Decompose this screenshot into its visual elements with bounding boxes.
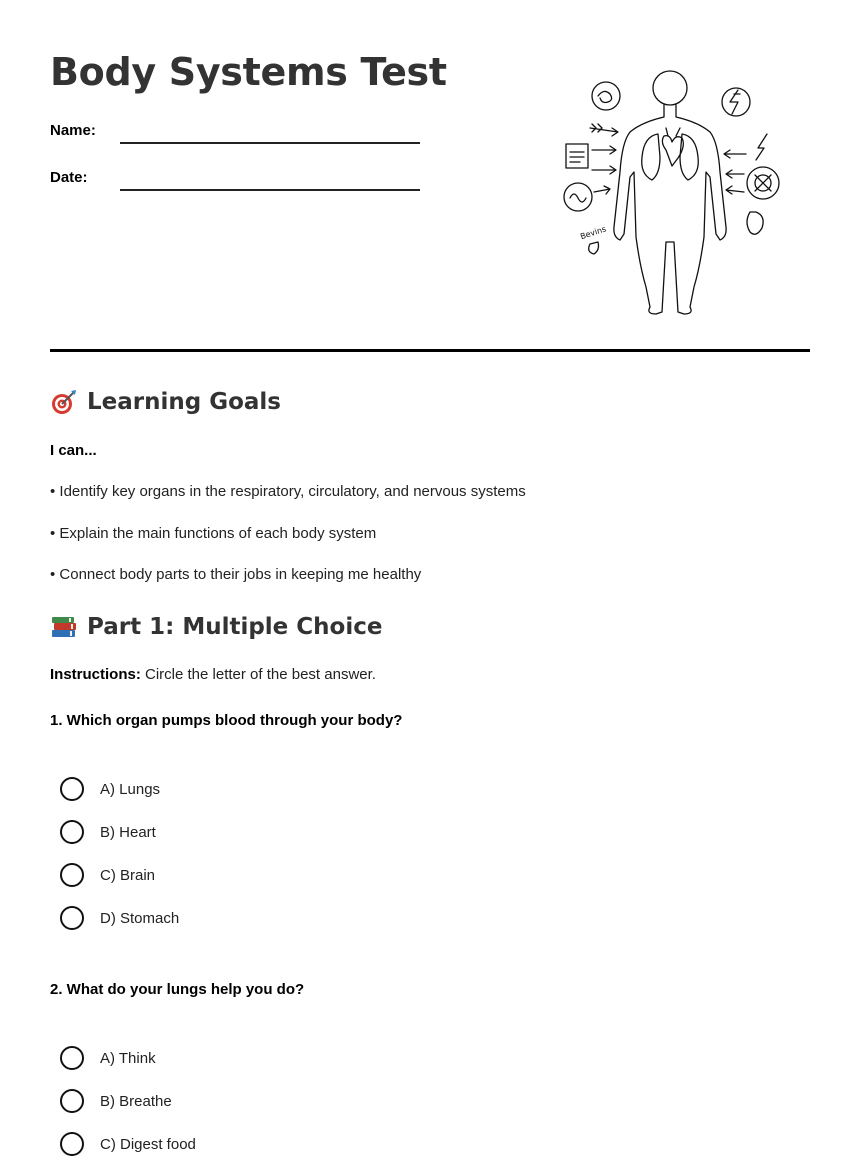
option-label: A) Lungs [100, 780, 161, 798]
name-field[interactable] [50, 122, 420, 146]
q1-option-b[interactable] [60, 819, 156, 845]
q1-option-a[interactable] [60, 776, 160, 802]
human-body-systems-icon [560, 62, 780, 322]
radio-circle-icon[interactable] [60, 1132, 84, 1156]
radio-circle-icon[interactable] [60, 1046, 84, 1070]
option-label: D) Stomach [100, 909, 180, 927]
q2-option-b[interactable] [60, 1088, 172, 1114]
header-divider [50, 349, 810, 352]
option-label: C) Brain [100, 866, 156, 884]
i-can-intro: I can... [50, 442, 97, 459]
learning-goal-item: • Identify key organs in the respiratory, circulatory, and nervous systems [50, 483, 526, 500]
option-label: B) Heart [100, 823, 156, 841]
part1-title: Part 1: Multiple Choice [87, 614, 383, 640]
date-blank-line[interactable] [120, 189, 420, 191]
radio-circle-icon[interactable] [60, 777, 84, 801]
date-label: Date: [50, 169, 88, 186]
bevins-label: Bevins [579, 224, 608, 242]
q1-option-c[interactable] [60, 862, 155, 888]
radio-circle-icon[interactable] [60, 863, 84, 887]
part1-heading [50, 613, 382, 641]
books-icon [50, 613, 78, 641]
radio-circle-icon[interactable] [60, 906, 84, 930]
question-1: 1. Which organ pumps blood through your body? [50, 712, 403, 729]
radio-circle-icon[interactable] [60, 820, 84, 844]
instructions-label: Instructions: [50, 666, 141, 683]
instructions [50, 666, 376, 683]
date-field[interactable] [50, 169, 420, 193]
question-2: 2. What do your lungs help you do? [50, 981, 305, 998]
option-label: B) Breathe [100, 1092, 172, 1110]
learning-goal-item: • Connect body parts to their jobs in keeping me healthy [50, 566, 422, 583]
worksheet-page [50, 0, 810, 1161]
option-label: C) Digest food [100, 1135, 196, 1153]
target-icon [50, 388, 78, 416]
radio-circle-icon[interactable] [60, 1089, 84, 1113]
instructions-text: Circle the letter of the best answer. [140, 666, 376, 683]
page-title: Body Systems Test [50, 50, 447, 94]
learning-goals-title: Learning Goals [87, 389, 281, 415]
learning-goals-heading [50, 388, 281, 416]
q1-option-d[interactable] [60, 905, 179, 931]
name-blank-line[interactable] [120, 142, 420, 144]
learning-goal-item: • Explain the main functions of each body system [50, 525, 377, 542]
name-label: Name: [50, 122, 96, 139]
option-label: A) Think [100, 1049, 156, 1067]
q2-option-c[interactable] [60, 1131, 196, 1157]
q2-option-a[interactable] [60, 1045, 156, 1071]
